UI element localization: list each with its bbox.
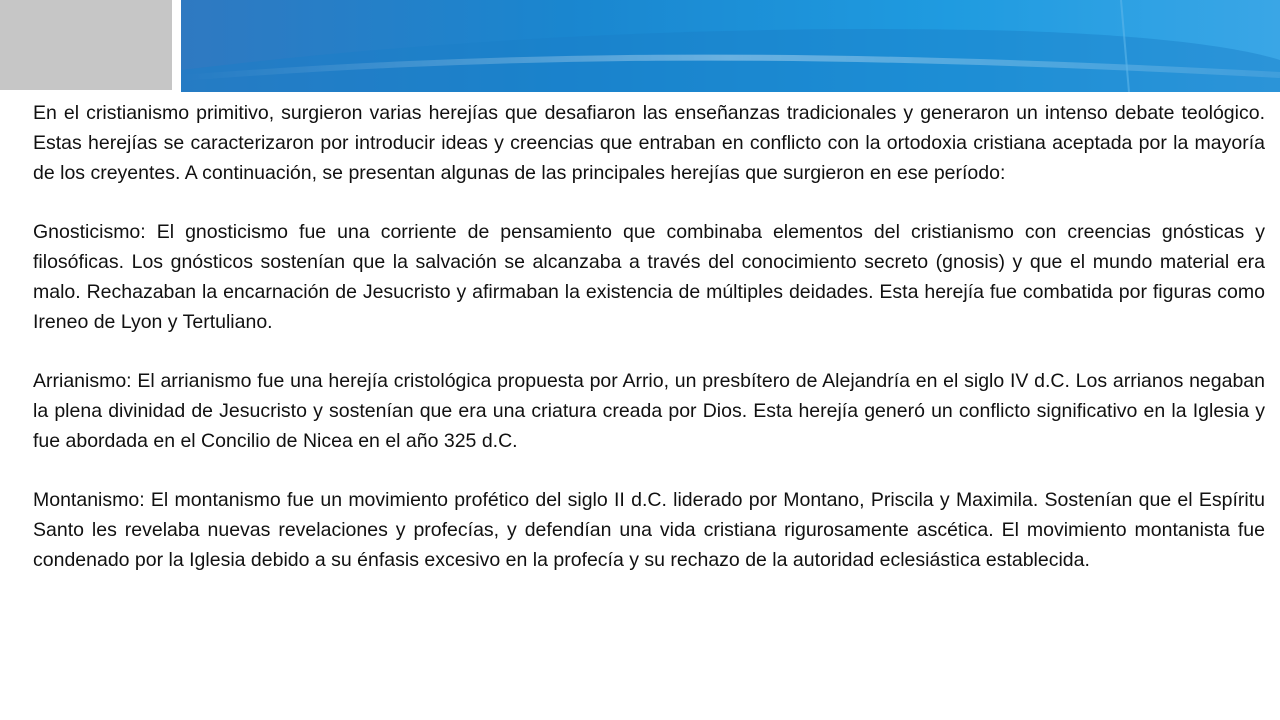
arianism-paragraph: Arrianismo: El arrianismo fue una herejía cristológica propuesta por Arrio, un presbítero de Alejandría en el siglo IV d.C. Los arrianos negaban la plena divinidad de Jesucristo y sostenían que era una criatura creada por Dios. Esta herejía generó un conflicto significativo en la Iglesia y fue abordada en el Concilio de Nicea en el año 325 d.C.: [33, 370, 1265, 452]
corner-gray-block: [0, 0, 172, 90]
banner-highlight-graphic: [181, 0, 1280, 92]
gnosticism-paragraph: Gnosticismo: El gnosticismo fue una corriente de pensamiento que combinaba elementos del cristianismo con creencias gnósticas y filosóficas. Los gnósticos sostenían que la salvación se alcanzaba a través del conocimiento secreto (gnosis) y que el mundo material era malo. Rechazaban la encarnación de Jesucristo y afirmaban la existencia de múltiples deidades. Esta herejía fue combatida por figuras como Ireneo de Lyon y Tertuliano.: [33, 221, 1265, 333]
slide-text-body: [33, 99, 1265, 606]
intro-paragraph: En el cristianismo primitivo, surgieron varias herejías que desafiaron las enseñanzas tradicionales y generaron un intenso debate teológico. Estas herejías se caracterizaron por introducir ideas y creencias que entraban en conflicto con la ortodoxia cristiana aceptada por la mayoría de los creyentes. A continuación, se presentan algunas de las principales herejías que surgieron en ese período:: [33, 102, 1265, 184]
montanism-paragraph: Montanismo: El montanismo fue un movimiento profético del siglo II d.C. liderado por Montano, Priscila y Maximila. Sostenían que el Espíritu Santo les revelaba nuevas revelaciones y profecías, y defendían una vida cristiana rigurosamente ascética. El movimiento montanista fue condenado por la Iglesia debido a su énfasis excesivo en la profecía y su rechazo de la autoridad eclesiástica establecida.: [33, 489, 1265, 571]
header-banner: [181, 0, 1280, 92]
